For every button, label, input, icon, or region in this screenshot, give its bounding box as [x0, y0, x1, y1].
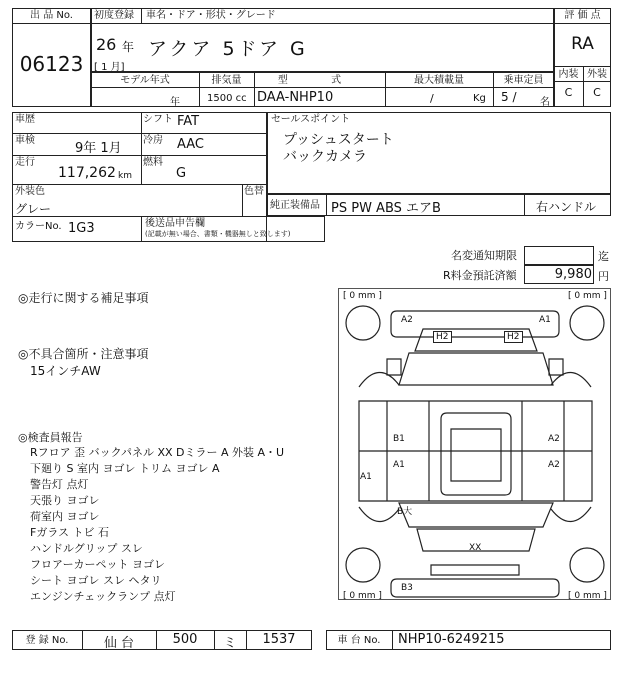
color-label: 外装色 — [15, 186, 45, 197]
inspector-line: 下廻り S 室内 ヨゴレ トリム ヨゴレ A — [30, 462, 220, 475]
damage-mark: XX — [469, 543, 482, 553]
damage-mark: A2 — [548, 460, 560, 470]
interior-label: 内装 — [558, 69, 579, 80]
inspector-line: Rフロア 歪 バックパネル XX Dミラー A 外装 A・U — [30, 446, 285, 459]
color-change-label: 色替 — [244, 186, 264, 197]
rating-value: RA — [571, 34, 594, 54]
post-doc-label: 後送品申告欄 — [145, 218, 205, 229]
inspector-line: 警告灯 点灯 — [30, 478, 89, 491]
damage-mark: B大 — [397, 507, 413, 517]
inspection-label: 車検 — [15, 135, 35, 146]
max-load-unit: Kg — [473, 93, 486, 104]
ac-value: AAC — [177, 137, 204, 152]
name-change-box — [524, 246, 594, 265]
fuel-value: G — [176, 166, 187, 181]
type: DAA-NHP10 — [257, 90, 334, 105]
sales-point-line-1: プッシュスタート — [283, 132, 394, 148]
type-label: 型 式 — [277, 75, 362, 86]
steering-value: 右ハンドル — [536, 200, 597, 214]
damage-mark: H2 — [433, 331, 452, 343]
reg-label: 登 録 No. — [25, 635, 69, 646]
capacity-unit: 名 — [540, 97, 550, 108]
exterior-value: C — [593, 86, 601, 99]
recycle-unit: 円 — [598, 270, 609, 283]
fuel-label: 燃料 — [143, 157, 163, 168]
damage-mark: A2 — [548, 434, 560, 444]
driving-title: ◎走行に関する補足事項 — [18, 291, 149, 305]
recycle-value: 9,980 — [554, 267, 592, 282]
tire-fr-label: [ 0 mm ] — [568, 291, 607, 301]
remarks-section — [18, 290, 338, 307]
equipment-value: PS PW ABS エアB — [331, 201, 441, 216]
rating-label: 評 価 点 — [564, 10, 601, 21]
displacement-label: 排気量 — [211, 75, 242, 86]
interior-value: C — [564, 86, 573, 99]
model-year-unit: 年 — [170, 97, 180, 108]
max-load-slash: / — [430, 92, 434, 105]
model-year-label: モデル年式 — [120, 75, 170, 86]
car-outline — [339, 289, 612, 601]
damage-mark: B3 — [401, 583, 413, 593]
reg-area: 仙 台 — [103, 636, 135, 651]
tire-rr-label: [ 0 mm ] — [568, 591, 607, 601]
inspector-line: エンジンチェックランプ 点灯 — [30, 590, 176, 603]
defects-section — [18, 346, 338, 380]
inspector-line: シート ヨゴレ スレ ヘタリ — [30, 574, 162, 587]
color-no-value: 1G3 — [68, 221, 95, 236]
inspector-line: 天張り ヨゴレ — [30, 494, 100, 507]
damage-mark: A1 — [393, 460, 405, 470]
damage-mark: A1 — [360, 472, 372, 482]
mileage-label: 走行 — [15, 157, 35, 168]
sales-point-line-2: バックカメラ — [283, 149, 367, 165]
reg-class: 500 — [172, 632, 198, 647]
car-diagram — [338, 288, 611, 600]
ac-label: 冷房 — [143, 135, 163, 146]
inspector-section — [18, 430, 338, 605]
capacity-label: 乗車定員 — [503, 75, 544, 86]
name-label: 車名・ドア・形状・グレード — [146, 10, 276, 21]
damage-mark: A1 — [539, 315, 551, 325]
history-label: 車歴 — [15, 114, 35, 125]
color-value: グレー — [15, 202, 52, 216]
displacement: 1500 cc — [207, 93, 247, 104]
reg-kana: ミ — [223, 636, 237, 651]
mileage-value: 117,262 — [58, 165, 116, 181]
damage-mark: H2 — [504, 331, 523, 343]
month-value: [ 1 月] — [94, 62, 125, 73]
exterior-label: 外装 — [587, 69, 607, 80]
shift-label: シフト — [143, 114, 173, 125]
name-change-label: 名変通知期限 — [451, 249, 517, 262]
tire-rl-label: [ 0 mm ] — [343, 591, 382, 601]
tire-fl-label: [ 0 mm ] — [343, 291, 382, 301]
inspector-line: Fガラス トビ 石 — [30, 526, 109, 539]
inspector-title: ◎検査員報告 — [18, 431, 83, 444]
sales-point-label: セールスポイント — [271, 114, 351, 125]
damage-mark: A2 — [401, 315, 413, 325]
name-change-suffix: 迄 — [598, 250, 609, 263]
defect-line: 15インチAW — [30, 364, 101, 378]
chassis-value: NHP10-6249215 — [398, 632, 505, 647]
damage-mark: B1 — [393, 434, 405, 444]
chassis-label: 車 台 No. — [337, 635, 381, 646]
color-no-label: カラーNo. — [15, 221, 62, 232]
year-unit: 年 — [122, 40, 135, 54]
inspector-line: 荷室内 ヨゴレ — [30, 510, 100, 523]
max-load-label: 最大積載量 — [414, 75, 464, 86]
equipment-label: 純正装備品 — [270, 200, 320, 211]
defects-title: ◎不具合箇所・注意事項 — [18, 347, 149, 361]
shift-value: FAT — [177, 114, 200, 129]
capacity-value: 5 / — [501, 90, 517, 104]
first-reg-label: 初度登録 — [94, 10, 134, 21]
lot-no: 06123 — [19, 52, 84, 76]
post-doc-note: (記載が無い場合、書類・機器無しと致します) — [145, 230, 291, 238]
reg-number: 1537 — [262, 632, 296, 647]
inspector-line: ハンドルグリップ スレ — [30, 542, 143, 555]
mileage-unit: km — [118, 171, 132, 181]
recycle-label: R料金預託済額 — [443, 269, 517, 282]
inspection-value: 9年 1月 — [75, 141, 122, 156]
lot-no-label: 出 品 No. — [30, 10, 73, 21]
car-name: アクア 5ドア G — [148, 38, 308, 60]
inspector-line: フロアーカーペット ヨゴレ — [30, 558, 165, 571]
year-value: 26 — [96, 35, 117, 54]
